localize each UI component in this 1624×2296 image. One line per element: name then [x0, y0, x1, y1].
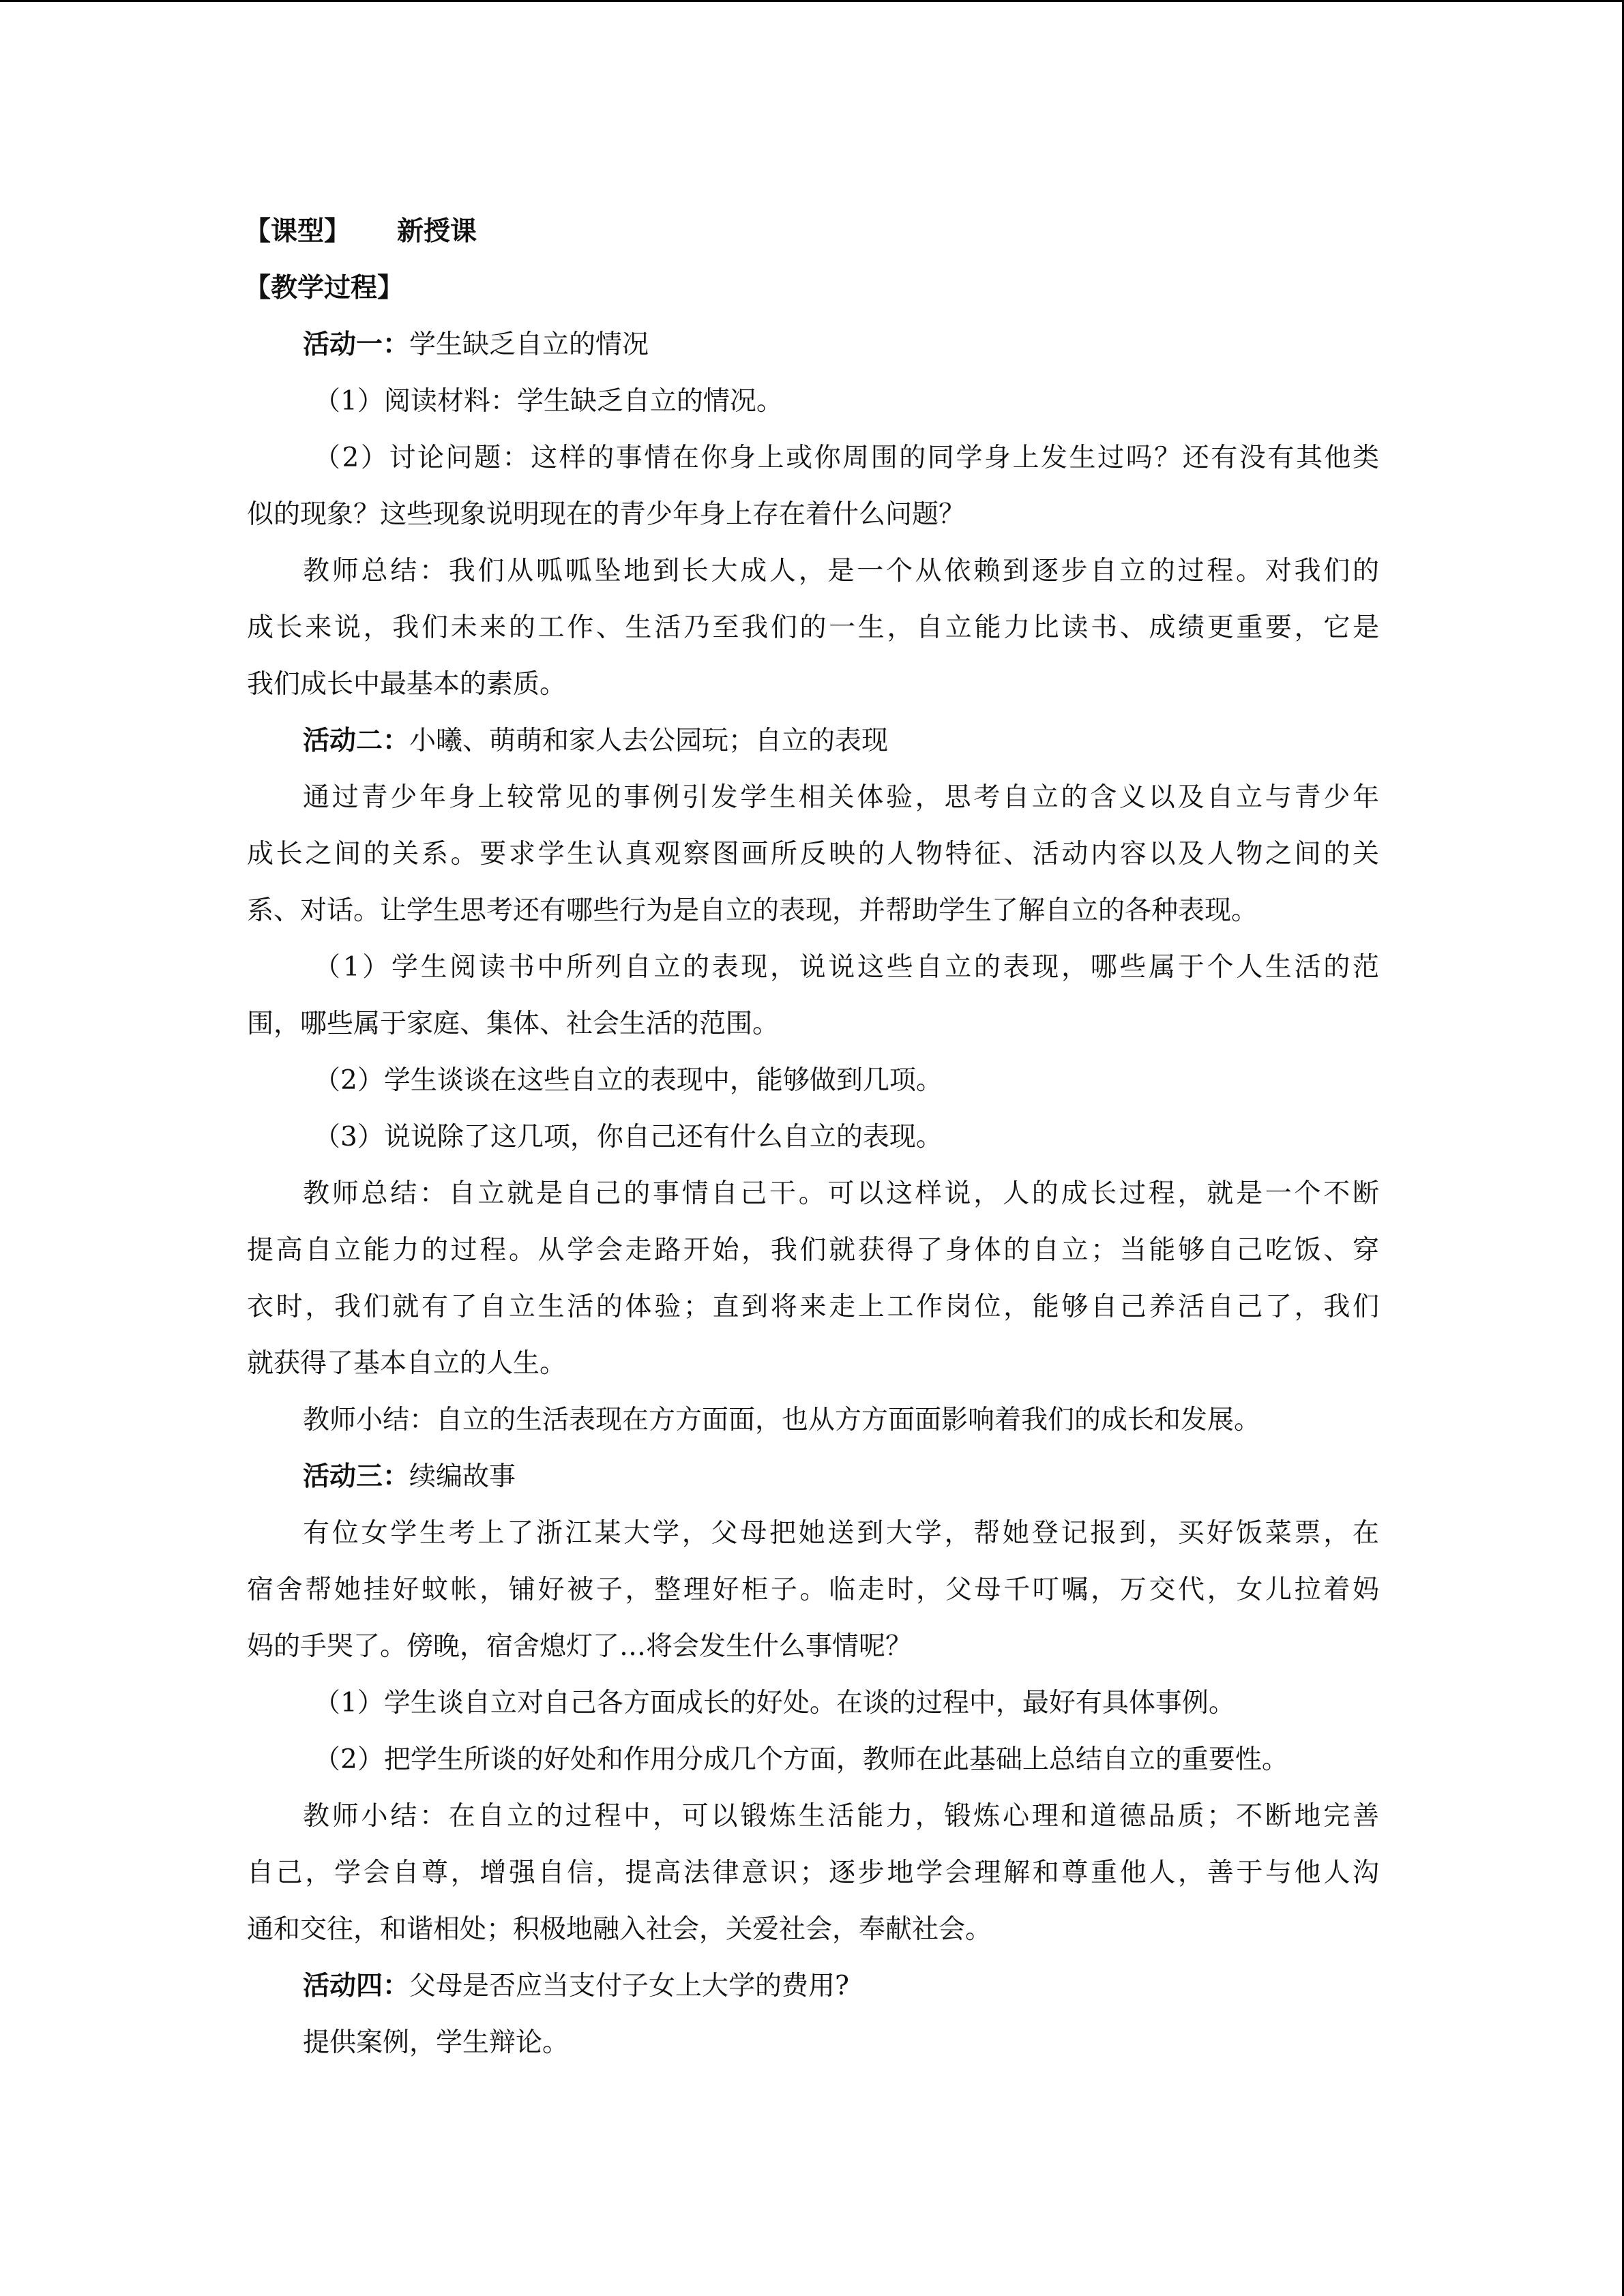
- teaching-process-heading: 【教学过程】: [244, 272, 404, 303]
- text-line: 提供案例，学生辩论。: [303, 2027, 570, 2058]
- text-line: （3）说说除了这几项，你自己还有什么自立的表现。: [314, 1122, 943, 1152]
- text-line: 宿舍帮她挂好蚊帐，铺好被子，整理好柜子。临走时，父母千叮嘱，万交代，女儿拉着妈: [247, 1575, 1379, 1605]
- activity-title: 父母是否应当支付子女上大学的费用?: [409, 1971, 849, 2001]
- list-item: [247, 1052, 1379, 1109]
- text-line: （1）阅读材料：学生缺乏自立的情况。: [314, 386, 783, 417]
- paragraph: [247, 769, 1379, 939]
- text-line: 系、对话。让学生思考还有哪些行为是自立的表现，并帮助学生了解自立的各种表现。: [247, 895, 1258, 926]
- activity-heading: [247, 713, 1379, 769]
- text-line: 教师总结：我们从呱呱坠地到长大成人，是一个从依赖到逐步自立的过程。对我们的: [303, 556, 1379, 586]
- paragraph: [247, 1788, 1379, 1958]
- text-line: 我们成长中最基本的素质。: [247, 669, 567, 700]
- text-line: 有位女学生考上了浙江某大学，父母把她送到大学，帮她登记报到，买好饭菜票，在: [303, 1518, 1379, 1549]
- list-item: [247, 1731, 1379, 1788]
- text-line: 似的现象？这些现象说明现在的青少年身上存在着什么问题？: [247, 499, 966, 530]
- page-top-border: [0, 0, 1624, 2]
- text-line: 通过青少年身上较常见的事例引发学生相关体验，思考自立的含义以及自立与青少年: [303, 782, 1379, 813]
- list-item: [247, 1675, 1379, 1731]
- activity-title: 小曦、萌萌和家人去公园玩；自立的表现: [409, 726, 889, 756]
- document-body: [244, 203, 1379, 2071]
- text-line: 围，哪些属于家庭、集体、社会生活的范围。: [247, 1009, 780, 1039]
- activity-label: 活动四：: [303, 1970, 410, 2001]
- paragraph: [247, 2014, 1379, 2071]
- text-line: 通和交往，和谐相处；积极地融入社会，关爱社会，奉献社会。: [247, 1914, 992, 1945]
- activity-title: 续编故事: [409, 1461, 516, 1492]
- activity-label: 活动二：: [303, 725, 410, 756]
- activity-heading: [247, 1448, 1379, 1505]
- list-item: [247, 430, 1379, 543]
- text-line: 提高自立能力的过程。从学会走路开始，我们就获得了身体的自立；当能够自己吃饭、穿: [247, 1235, 1379, 1266]
- paragraph: [247, 1505, 1379, 1675]
- text-line: 教师总结：自立就是自己的事情自己干。可以这样说，人的成长过程，就是一个不断: [303, 1178, 1379, 1209]
- text-line: 自己，学会自尊，增强自信，提高法律意识；逐步地学会理解和尊重他人，善于与他人沟: [247, 1858, 1379, 1888]
- lesson-type-heading: [244, 203, 1379, 260]
- paragraph: [247, 543, 1379, 713]
- activity-label: 活动三：: [303, 1461, 410, 1492]
- text-line: 教师小结：自立的生活表现在方方面面，也从方方面面影响着我们的成长和发展。: [303, 1405, 1261, 1435]
- lesson-type-label: 【课型】: [244, 215, 351, 247]
- list-item: [247, 939, 1379, 1052]
- text-line: 成长来说，我们未来的工作、生活乃至我们的一生，自立能力比读书、成绩更重要，它是: [247, 612, 1379, 643]
- activity-label: 活动一：: [303, 329, 410, 360]
- lesson-type-value: 新授课: [397, 215, 477, 247]
- text-line: （1）学生阅读书中所列自立的表现，说说这些自立的表现，哪些属于个人生活的范: [314, 952, 1379, 983]
- list-item: [247, 373, 1379, 430]
- text-line: 成长之间的关系。要求学生认真观察图画所反映的人物特征、活动内容以及人物之间的关: [247, 839, 1379, 869]
- text-line: （1）学生谈自立对自己各方面成长的好处。在谈的过程中，最好有具体事例。: [314, 1688, 1235, 1718]
- text-line: （2）学生谈谈在这些自立的表现中，能够做到几项。: [314, 1065, 943, 1096]
- text-line: 妈的手哭了。傍晚，宿舍熄灯了…将会发生什么事情呢？: [247, 1631, 913, 1662]
- text-line: 就获得了基本自立的人生。: [247, 1348, 567, 1379]
- text-line: 衣时，我们就有了自立生活的体验；直到将来走上工作岗位，能够自己养活自己了，我们: [247, 1292, 1379, 1322]
- paragraph: [247, 1392, 1379, 1448]
- text-line: （2）把学生所谈的好处和作用分成几个方面，教师在此基础上总结自立的重要性。: [314, 1744, 1288, 1775]
- activity-heading: [247, 316, 1379, 373]
- text-line: 教师小结：在自立的过程中，可以锻炼生活能力，锻炼心理和道德品质；不断地完善: [303, 1801, 1379, 1832]
- activity-title: 学生缺乏自立的情况: [409, 329, 649, 360]
- teaching-process-content: [247, 316, 1379, 2071]
- text-line: （2）讨论问题：这样的事情在你身上或你周围的同学身上发生过吗？还有没有其他类: [314, 443, 1379, 473]
- activity-heading: [247, 1958, 1379, 2014]
- paragraph: [247, 1165, 1379, 1392]
- list-item: [247, 1109, 1379, 1165]
